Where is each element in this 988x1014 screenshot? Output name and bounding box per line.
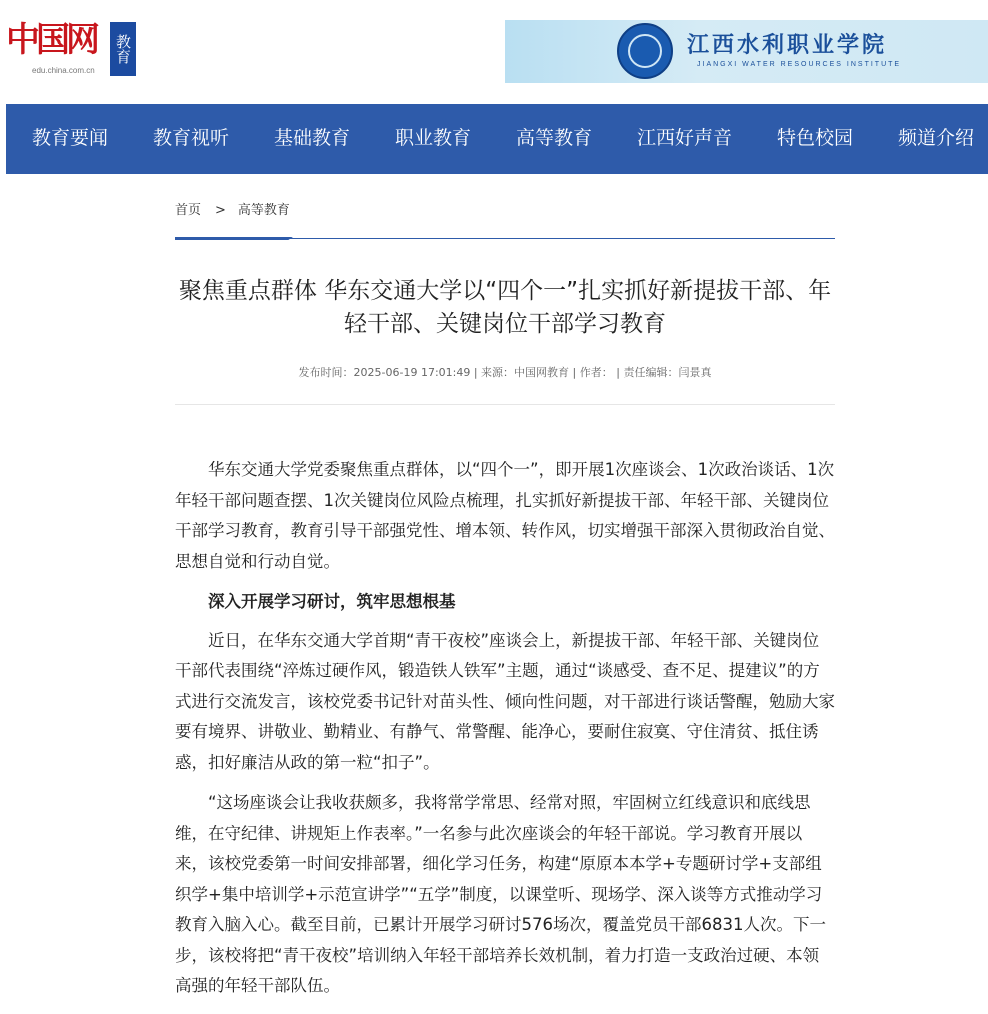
article-paragraph: 华东交通大学党委聚焦重点群体，以“四个一”，即开展1次座谈会、1次政治谈话、1次年轻干部问题查摆、1次关键岗位风险点梳理，扎实抓好新提拔干部、年轻干部、关键岗位干部学习教育，教育引导干部强党性、增本领、转作风，切实增强干部深入贯彻政治自觉、思想自觉和行动自觉。 — [175, 460, 835, 571]
logo-text: 中国网 — [6, 20, 96, 60]
breadcrumb-separator: > — [215, 203, 226, 218]
breadcrumb-current[interactable]: 高等教育 — [237, 203, 290, 218]
college-banner[interactable] — [505, 20, 988, 83]
article-meta: 发布时间：2025-06-19 17:01:49 | 来源：中国网教育 | 作者： | 责任编辑：闫景真 — [298, 366, 712, 379]
nav-item-edu-news[interactable]: 教育要闻 — [32, 127, 109, 149]
banner-subtitle: JIANGXI WATER RESOURCES INSTITUTE — [697, 61, 902, 68]
meta-divider — [175, 404, 835, 405]
logo-domain: edu.china.com.cn — [32, 66, 95, 75]
main-nav — [6, 104, 988, 174]
article-title: 聚焦重点群体 华东交通大学以“四个一”扎实抓好新提拔干部、年轻干部、关键岗位干部学习教育 — [178, 278, 832, 337]
nav-item-channel-intro[interactable]: 频道介绍 — [898, 127, 975, 149]
article-paragraph: 近日，在华东交通大学首期“青干夜校”座谈会上，新提拔干部、年轻干部、关键岗位干部代表围绕“淬炼过硬作风，锻造铁人铁军”主题，通过“谈感受、查不足、提建议”的方式进行交流发言，该校党委书记针对苗头性、倾向性问题，对干部进行谈话警醒，勉励大家要有境界、讲敬业、勤精业、有静气、常警醒、能净心，要耐住寂寞、守住清贫、抵住诱惑，扣好廉洁从政的第一粒“扣子”。 — [175, 630, 835, 772]
breadcrumb-home[interactable]: 首页 — [175, 203, 202, 218]
nav-item-vocational-edu[interactable]: 职业教育 — [395, 127, 472, 149]
breadcrumb-divider-accent — [175, 237, 293, 240]
nav-item-basic-edu[interactable]: 基础教育 — [274, 127, 351, 149]
nav-item-higher-edu[interactable]: 高等教育 — [516, 127, 593, 149]
article-subheading: 深入开展学习研讨，筑牢思想根基 — [208, 592, 456, 611]
article-body — [175, 455, 835, 1012]
breadcrumb — [175, 199, 290, 218]
nav-item-featured-campus[interactable]: 特色校园 — [777, 127, 854, 149]
china-com-logo[interactable] — [6, 20, 106, 78]
nav-item-jiangxi-voice[interactable]: 江西好声音 — [637, 127, 733, 149]
college-emblem-icon — [617, 23, 673, 79]
nav-item-edu-video[interactable]: 教育视听 — [153, 127, 230, 149]
banner-title: 江西水利职业学院 — [687, 32, 888, 58]
section-tag[interactable]: 教育 — [110, 22, 136, 76]
site-header — [0, 0, 988, 104]
article-paragraph: “这场座谈会让我收获颇多，我将常学常思、经常对照，牢固树立红线意识和底线思维，在守纪律、讲规矩上作表率。”一名参与此次座谈会的年轻干部说。学习教育开展以来，该校党委第一时间安排部署，细化学习任务，构建“原原本本学+专题研讨学+支部组织学+集中培训学+示范宣讲学”“五学”制度，以课堂听、现场学、深入谈等方式推动学习教育入脑入心。截至目前，已累计开展学习研讨576场次，覆盖党员干部6831人次。下一步，该校将把“青干夜校”培训纳入年轻干部培养长效机制，着力打造一支政治过硬、本领高强的年轻干部队伍。 — [175, 793, 826, 995]
